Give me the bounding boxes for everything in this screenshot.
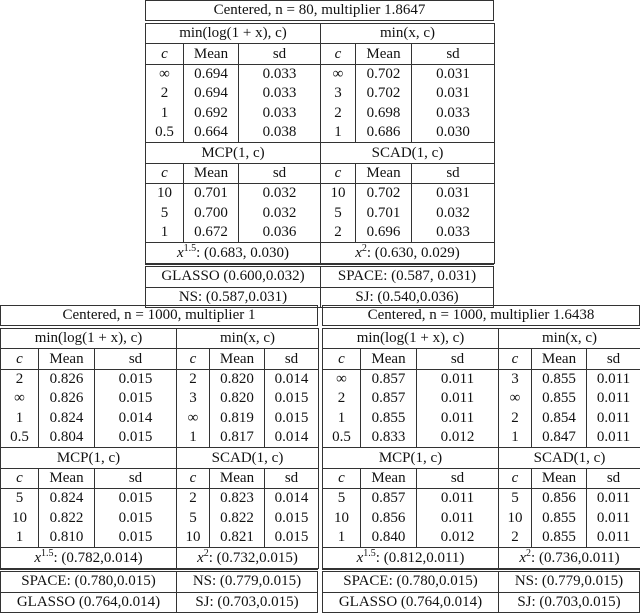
- baseline-result: SPACE: (0.587, 0.031): [321, 266, 494, 287]
- results-table: [322, 328, 640, 569]
- table-row: [1, 489, 319, 509]
- cell: 2: [321, 223, 356, 243]
- cell: 0.694: [184, 64, 239, 84]
- power-base: x: [355, 244, 362, 261]
- cell: 0.855: [361, 409, 417, 428]
- table-row: [323, 489, 640, 509]
- cell: 0.015: [95, 509, 177, 528]
- cell: 0.5: [1, 428, 39, 448]
- cell: 2: [146, 84, 184, 103]
- cell: 0.855: [532, 389, 587, 408]
- table-body: [1, 571, 318, 613]
- cell: 0.032: [412, 204, 495, 223]
- cell: 0.819: [210, 409, 265, 428]
- cell: 2: [177, 369, 210, 389]
- cell: 0.033: [412, 223, 495, 243]
- cell: 0.032: [239, 204, 321, 223]
- power-exponent: 2: [361, 242, 367, 254]
- cell: 1: [499, 428, 532, 448]
- cell: 0.840: [361, 528, 417, 548]
- column-header: c: [499, 468, 532, 488]
- baseline-methods-table: [0, 569, 318, 613]
- power-value: : (0.736,0.011): [531, 549, 620, 566]
- left-penalty-title: MCP(1, c): [146, 143, 321, 163]
- cell: 0.856: [532, 489, 587, 509]
- section-title-row: [1, 448, 319, 468]
- cell: 0.033: [412, 104, 495, 123]
- table-row: [146, 184, 495, 204]
- column-header: Mean: [532, 349, 587, 369]
- right-penalty-title: SCAD(1, c): [499, 448, 640, 468]
- column-header: Mean: [361, 468, 417, 488]
- table-body: [323, 329, 640, 569]
- cell: 0.855: [532, 369, 587, 389]
- column-header: sd: [95, 468, 177, 488]
- table-body: [323, 571, 640, 613]
- cell: ∞: [499, 389, 532, 408]
- cell: 0.011: [587, 428, 640, 448]
- table-row: [323, 409, 640, 428]
- cell: 0.824: [39, 489, 95, 509]
- baseline-methods-table: [145, 264, 494, 308]
- column-header-row: [323, 349, 640, 369]
- cell: 0.015: [265, 409, 319, 428]
- cell: 2: [321, 104, 356, 123]
- column-header: sd: [412, 163, 495, 183]
- table-row: [1, 409, 319, 428]
- cell: 0.702: [356, 184, 412, 204]
- table-row: [323, 509, 640, 528]
- cell: 0.033: [239, 64, 321, 84]
- cell: 10: [146, 184, 184, 204]
- left-penalty-title: min(log(1 + x), c): [323, 329, 499, 349]
- cell: 0.694: [184, 84, 239, 103]
- cell: 3: [499, 369, 532, 389]
- table-row: [1, 389, 319, 408]
- cell: 0.855: [532, 509, 587, 528]
- right-penalty-title: min(x, c): [177, 329, 319, 349]
- cell: 0.038: [239, 123, 321, 143]
- column-header: sd: [587, 468, 640, 488]
- cell: 3: [321, 84, 356, 103]
- power-value: : (0.683, 0.030): [196, 244, 290, 261]
- cell: 1: [146, 104, 184, 123]
- table-row: [323, 428, 640, 448]
- column-header: c: [177, 349, 210, 369]
- column-header: Mean: [184, 44, 239, 64]
- panel-title: Centered, n = 80, multiplier 1.8647: [145, 0, 494, 21]
- column-header: sd: [265, 349, 319, 369]
- cell: 1: [177, 428, 210, 448]
- power-base: x: [176, 244, 184, 261]
- right-penalty-title: SCAD(1, c): [177, 448, 319, 468]
- table-row: [146, 84, 495, 103]
- right-penalty-title: min(x, c): [321, 24, 495, 44]
- column-header: sd: [265, 468, 319, 488]
- cell: 1: [323, 528, 361, 548]
- cell: 0.702: [356, 64, 412, 84]
- baseline-result: GLASSO (0.600,0.032): [146, 266, 321, 287]
- power-exponent: 2: [526, 547, 532, 559]
- cell: 0.011: [587, 389, 640, 408]
- column-header: sd: [239, 44, 321, 64]
- power-right-cell: [499, 548, 640, 569]
- column-header: sd: [417, 349, 499, 369]
- cell: 0.011: [587, 409, 640, 428]
- left-penalty-title: min(log(1 + x), c): [1, 329, 177, 349]
- panel-title: Centered, n = 1000, multiplier 1.6438: [322, 305, 640, 326]
- cell: 0.015: [265, 528, 319, 548]
- cell: 2: [1, 369, 39, 389]
- cell: 0.032: [239, 184, 321, 204]
- cell: 0.014: [265, 428, 319, 448]
- power-left-cell: [323, 548, 499, 569]
- cell: 0.014: [265, 489, 319, 509]
- column-header: sd: [95, 349, 177, 369]
- left-penalty-title: MCP(1, c): [1, 448, 177, 468]
- power-value: : (0.812,0.011): [375, 549, 465, 566]
- table-row: [1, 528, 319, 548]
- power-exponent: 1.5: [183, 242, 197, 254]
- column-header: c: [146, 163, 184, 183]
- cell: 0.823: [210, 489, 265, 509]
- cell: 5: [177, 509, 210, 528]
- baseline-result: SJ: (0.540,0.036): [321, 287, 494, 307]
- table-body: [146, 24, 495, 264]
- cell: 0.011: [587, 489, 640, 509]
- cell: 0.011: [417, 509, 499, 528]
- cell: 0.031: [412, 184, 495, 204]
- cell: 0.857: [361, 389, 417, 408]
- cell: 1: [323, 409, 361, 428]
- cell: ∞: [1, 389, 39, 408]
- column-header: Mean: [210, 349, 265, 369]
- column-header: Mean: [210, 468, 265, 488]
- power-exponent: 1.5: [363, 547, 376, 559]
- cell: 0.033: [239, 104, 321, 123]
- cell: 0.822: [210, 509, 265, 528]
- cell: 0.820: [210, 369, 265, 389]
- column-header: c: [177, 468, 210, 488]
- table-row: [146, 223, 495, 243]
- results-table: [145, 23, 495, 264]
- column-header-row: [1, 468, 319, 488]
- table-row: [146, 123, 495, 143]
- column-header: Mean: [39, 468, 95, 488]
- cell: 0.015: [265, 389, 319, 408]
- summary-row: [323, 592, 640, 612]
- summary-row: [323, 571, 640, 592]
- cell: 10: [323, 509, 361, 528]
- cell: 0.036: [239, 223, 321, 243]
- power-right-cell: [321, 243, 495, 264]
- cell: 0.833: [361, 428, 417, 448]
- cell: 0.5: [323, 428, 361, 448]
- results-panel-n80: [145, 0, 494, 308]
- cell: 0.702: [356, 84, 412, 103]
- baseline-result: GLASSO (0.764,0.014): [323, 592, 499, 612]
- table-row: [323, 389, 640, 408]
- section-title-row: [323, 448, 640, 468]
- baseline-result: GLASSO (0.764,0.014): [1, 592, 177, 612]
- power-left-cell: [1, 548, 177, 569]
- cell: 0.014: [265, 369, 319, 389]
- baseline-result: NS: (0.779,0.015): [177, 571, 318, 592]
- cell: 0.015: [95, 369, 177, 389]
- column-header: c: [146, 44, 184, 64]
- table-row: [146, 104, 495, 123]
- cell: 0.031: [412, 64, 495, 84]
- cell: 0.686: [356, 123, 412, 143]
- cell: 0.664: [184, 123, 239, 143]
- power-base: x: [519, 549, 527, 566]
- cell: 2: [499, 409, 532, 428]
- left-penalty-title: MCP(1, c): [323, 448, 499, 468]
- cell: 0.820: [210, 389, 265, 408]
- table-row: [1, 509, 319, 528]
- cell: 1: [1, 528, 39, 548]
- column-header: c: [1, 468, 39, 488]
- cell: ∞: [321, 64, 356, 84]
- section-title-row: [146, 143, 495, 163]
- column-header-row: [323, 468, 640, 488]
- table-row: [323, 369, 640, 389]
- power-base: x: [356, 549, 364, 566]
- results-panel-n1000-mult16438: [322, 305, 640, 613]
- baseline-result: SJ: (0.703,0.015): [177, 592, 318, 612]
- cell: 0.847: [532, 428, 587, 448]
- cell: 0.822: [39, 509, 95, 528]
- cell: 0.030: [412, 123, 495, 143]
- baseline-result: SJ: (0.703,0.015): [499, 592, 640, 612]
- cell: 0.700: [184, 204, 239, 223]
- cell: 0.011: [587, 528, 640, 548]
- cell: 0.015: [95, 389, 177, 408]
- cell: 0.5: [146, 123, 184, 143]
- summary-row: [1, 592, 318, 612]
- cell: 0.012: [417, 528, 499, 548]
- cell: 3: [177, 389, 210, 408]
- column-header-row: [1, 349, 319, 369]
- baseline-result: SPACE: (0.780,0.015): [1, 571, 177, 592]
- cell: 10: [499, 509, 532, 528]
- cell: 0.015: [265, 509, 319, 528]
- right-penalty-title: SCAD(1, c): [321, 143, 495, 163]
- cell: 0.804: [39, 428, 95, 448]
- power-penalty-row: [323, 548, 640, 569]
- cell: 0.857: [361, 369, 417, 389]
- column-header: Mean: [184, 163, 239, 183]
- column-header: sd: [412, 44, 495, 64]
- power-value: : (0.782,0.014): [53, 549, 143, 566]
- cell: 0.826: [39, 369, 95, 389]
- baseline-result: NS: (0.779,0.015): [499, 571, 640, 592]
- summary-row: [1, 571, 318, 592]
- left-penalty-title: min(log(1 + x), c): [146, 24, 321, 44]
- cell: 0.033: [239, 84, 321, 103]
- cell: 1: [321, 123, 356, 143]
- cell: 0.011: [417, 369, 499, 389]
- cell: 0.701: [356, 204, 412, 223]
- cell: 10: [177, 528, 210, 548]
- cell: 10: [321, 184, 356, 204]
- cell: 0.696: [356, 223, 412, 243]
- cell: 5: [321, 204, 356, 223]
- cell: 5: [1, 489, 39, 509]
- power-exponent: 1.5: [41, 547, 54, 559]
- column-header: c: [323, 468, 361, 488]
- cell: 2: [323, 389, 361, 408]
- cell: 1: [1, 409, 39, 428]
- power-base: x: [34, 549, 41, 566]
- cell: 0.826: [39, 389, 95, 408]
- cell: 0.015: [95, 428, 177, 448]
- section-title-row: [323, 329, 640, 349]
- cell: 0.855: [532, 528, 587, 548]
- table-row: [146, 64, 495, 84]
- cell: 0.817: [210, 428, 265, 448]
- column-header: sd: [587, 349, 640, 369]
- right-penalty-title: min(x, c): [499, 329, 640, 349]
- table-row: [1, 369, 319, 389]
- column-header: Mean: [361, 349, 417, 369]
- column-header: c: [321, 44, 356, 64]
- results-panel-n1000-mult1: [0, 305, 318, 613]
- column-header: sd: [417, 468, 499, 488]
- panel-title: Centered, n = 1000, multiplier 1: [0, 305, 318, 326]
- results-table: [0, 328, 319, 569]
- table-row: [1, 428, 319, 448]
- power-left-cell: [146, 243, 321, 264]
- power-right-cell: [177, 548, 319, 569]
- cell: ∞: [323, 369, 361, 389]
- cell: 0.031: [412, 84, 495, 103]
- cell: 1: [146, 223, 184, 243]
- cell: 0.011: [417, 389, 499, 408]
- cell: 0.014: [95, 409, 177, 428]
- cell: ∞: [177, 409, 210, 428]
- cell: 0.011: [587, 369, 640, 389]
- table-body: [146, 266, 494, 308]
- power-base: x: [197, 549, 204, 566]
- baseline-result: SPACE: (0.780,0.015): [323, 571, 499, 592]
- power-penalty-row: [1, 548, 319, 569]
- column-header-row: [146, 163, 495, 183]
- cell: 0.701: [184, 184, 239, 204]
- cell: 5: [146, 204, 184, 223]
- column-header: c: [499, 349, 532, 369]
- section-title-row: [146, 24, 495, 44]
- power-value: : (0.732,0.015): [208, 549, 298, 566]
- summary-row: [146, 266, 494, 287]
- cell: 2: [177, 489, 210, 509]
- cell: 0.692: [184, 104, 239, 123]
- column-header: c: [321, 163, 356, 183]
- cell: 2: [499, 528, 532, 548]
- cell: 0.854: [532, 409, 587, 428]
- column-header: Mean: [532, 468, 587, 488]
- table-row: [323, 528, 640, 548]
- baseline-methods-table: [322, 569, 640, 613]
- cell: 5: [323, 489, 361, 509]
- cell: 10: [1, 509, 39, 528]
- power-exponent: 2: [203, 547, 209, 559]
- cell: 0.856: [361, 509, 417, 528]
- section-title-row: [1, 329, 319, 349]
- cell: 0.015: [95, 489, 177, 509]
- cell: 0.011: [417, 489, 499, 509]
- column-header: c: [1, 349, 39, 369]
- cell: 0.012: [417, 428, 499, 448]
- cell: 5: [499, 489, 532, 509]
- cell: 0.011: [417, 409, 499, 428]
- cell: 0.672: [184, 223, 239, 243]
- column-header: Mean: [39, 349, 95, 369]
- column-header-row: [146, 44, 495, 64]
- column-header: Mean: [356, 44, 412, 64]
- cell: 0.011: [587, 509, 640, 528]
- cell: 0.821: [210, 528, 265, 548]
- table-row: [146, 204, 495, 223]
- cell: 0.810: [39, 528, 95, 548]
- cell: 0.015: [95, 528, 177, 548]
- column-header: c: [323, 349, 361, 369]
- column-header: Mean: [356, 163, 412, 183]
- cell: 0.824: [39, 409, 95, 428]
- column-header: sd: [239, 163, 321, 183]
- table-body: [1, 329, 319, 569]
- power-penalty-row: [146, 243, 495, 264]
- cell: ∞: [146, 64, 184, 84]
- cell: 0.698: [356, 104, 412, 123]
- cell: 0.857: [361, 489, 417, 509]
- power-value: : (0.630, 0.029): [366, 244, 460, 261]
- baseline-result: NS: (0.587,0.031): [146, 287, 321, 307]
